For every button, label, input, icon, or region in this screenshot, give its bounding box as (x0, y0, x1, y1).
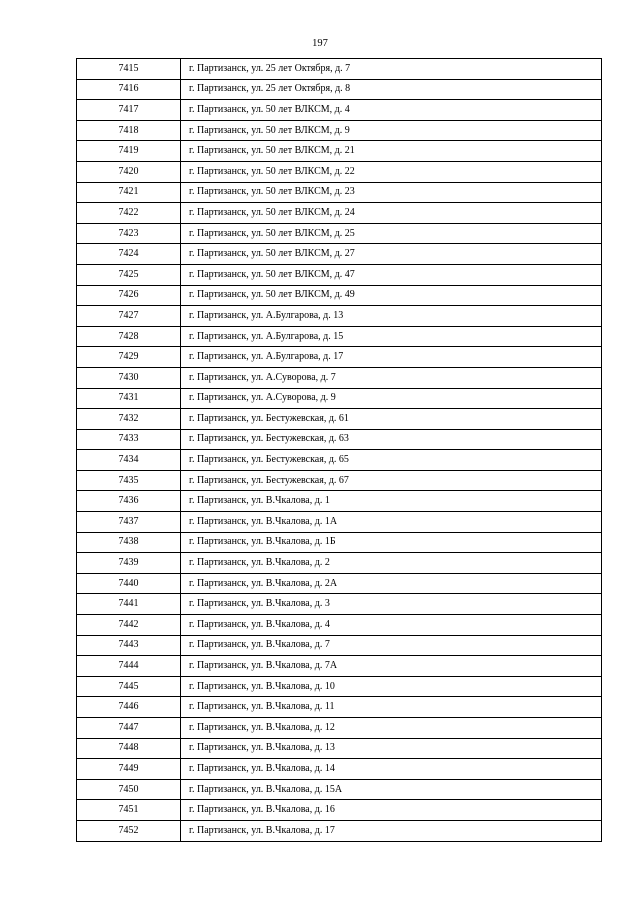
row-number-cell: 7435 (77, 470, 181, 491)
row-number-cell: 7444 (77, 656, 181, 677)
address-cell: г. Партизанск, ул. А.Булгарова, д. 15 (181, 326, 602, 347)
address-cell: г. Партизанск, ул. А.Булгарова, д. 13 (181, 306, 602, 327)
row-number-cell: 7432 (77, 409, 181, 430)
table-row (77, 450, 602, 471)
table-row (77, 120, 602, 141)
table-row (77, 223, 602, 244)
row-number-cell: 7422 (77, 203, 181, 224)
row-number-cell: 7418 (77, 120, 181, 141)
address-cell: г. Партизанск, ул. 50 лет ВЛКСМ, д. 27 (181, 244, 602, 265)
row-number-cell: 7427 (77, 306, 181, 327)
row-number-cell: 7447 (77, 718, 181, 739)
address-cell: г. Партизанск, ул. В.Чкалова, д. 17 (181, 820, 602, 841)
address-cell: г. Партизанск, ул. Бестужевская, д. 63 (181, 429, 602, 450)
row-number-cell: 7425 (77, 264, 181, 285)
table-row (77, 656, 602, 677)
address-cell: г. Партизанск, ул. В.Чкалова, д. 13 (181, 738, 602, 759)
row-number-cell: 7434 (77, 450, 181, 471)
address-cell: г. Партизанск, ул. В.Чкалова, д. 1Б (181, 532, 602, 553)
row-number-cell: 7423 (77, 223, 181, 244)
address-cell: г. Партизанск, ул. В.Чкалова, д. 7А (181, 656, 602, 677)
row-number-cell: 7424 (77, 244, 181, 265)
table-row (77, 594, 602, 615)
row-number-cell: 7450 (77, 779, 181, 800)
row-number-cell: 7446 (77, 697, 181, 718)
table-row (77, 388, 602, 409)
address-cell: г. Партизанск, ул. 50 лет ВЛКСМ, д. 49 (181, 285, 602, 306)
address-cell: г. Партизанск, ул. В.Чкалова, д. 10 (181, 676, 602, 697)
address-cell: г. Партизанск, ул. Бестужевская, д. 65 (181, 450, 602, 471)
table-row (77, 285, 602, 306)
address-cell: г. Партизанск, ул. А.Суворова, д. 7 (181, 367, 602, 388)
table-row (77, 367, 602, 388)
table-row (77, 347, 602, 368)
table-row (77, 512, 602, 533)
row-number-cell: 7440 (77, 573, 181, 594)
row-number-cell: 7436 (77, 491, 181, 512)
table-row (77, 800, 602, 821)
table-row (77, 306, 602, 327)
row-number-cell: 7433 (77, 429, 181, 450)
row-number-cell: 7430 (77, 367, 181, 388)
table-row (77, 264, 602, 285)
row-number-cell: 7441 (77, 594, 181, 615)
table-row (77, 820, 602, 841)
row-number-cell: 7449 (77, 759, 181, 780)
table-row (77, 59, 602, 80)
row-number-cell: 7452 (77, 820, 181, 841)
table-row (77, 532, 602, 553)
address-table (76, 58, 602, 842)
address-cell: г. Партизанск, ул. 50 лет ВЛКСМ, д. 4 (181, 100, 602, 121)
row-number-cell: 7431 (77, 388, 181, 409)
table-row (77, 676, 602, 697)
address-cell: г. Партизанск, ул. 50 лет ВЛКСМ, д. 25 (181, 223, 602, 244)
table-body (77, 59, 602, 842)
address-cell: г. Партизанск, ул. В.Чкалова, д. 11 (181, 697, 602, 718)
table-row (77, 203, 602, 224)
row-number-cell: 7443 (77, 635, 181, 656)
table-row (77, 615, 602, 636)
row-number-cell: 7416 (77, 79, 181, 100)
table-row (77, 141, 602, 162)
row-number-cell: 7448 (77, 738, 181, 759)
address-cell: г. Партизанск, ул. В.Чкалова, д. 3 (181, 594, 602, 615)
row-number-cell: 7421 (77, 182, 181, 203)
table-row (77, 779, 602, 800)
address-cell: г. Партизанск, ул. 50 лет ВЛКСМ, д. 23 (181, 182, 602, 203)
address-cell: г. Партизанск, ул. В.Чкалова, д. 1А (181, 512, 602, 533)
row-number-cell: 7445 (77, 676, 181, 697)
table-row (77, 718, 602, 739)
table-row (77, 409, 602, 430)
address-cell: г. Партизанск, ул. Бестужевская, д. 61 (181, 409, 602, 430)
row-number-cell: 7428 (77, 326, 181, 347)
row-number-cell: 7415 (77, 59, 181, 80)
table-row (77, 738, 602, 759)
address-cell: г. Партизанск, ул. 50 лет ВЛКСМ, д. 21 (181, 141, 602, 162)
row-number-cell: 7419 (77, 141, 181, 162)
table-row (77, 79, 602, 100)
page-number: 197 (312, 38, 328, 49)
address-cell: г. Партизанск, ул. 25 лет Октября, д. 8 (181, 79, 602, 100)
table-row (77, 759, 602, 780)
table-row (77, 244, 602, 265)
row-number-cell: 7451 (77, 800, 181, 821)
address-cell: г. Партизанск, ул. В.Чкалова, д. 12 (181, 718, 602, 739)
table-row (77, 491, 602, 512)
table-row (77, 429, 602, 450)
table-row (77, 635, 602, 656)
address-cell: г. Партизанск, ул. А.Булгарова, д. 17 (181, 347, 602, 368)
address-cell: г. Партизанск, ул. В.Чкалова, д. 14 (181, 759, 602, 780)
address-cell: г. Партизанск, ул. В.Чкалова, д. 16 (181, 800, 602, 821)
address-cell: г. Партизанск, ул. В.Чкалова, д. 15А (181, 779, 602, 800)
row-number-cell: 7437 (77, 512, 181, 533)
table-row (77, 553, 602, 574)
row-number-cell: 7417 (77, 100, 181, 121)
row-number-cell: 7439 (77, 553, 181, 574)
table-row (77, 573, 602, 594)
address-cell: г. Партизанск, ул. В.Чкалова, д. 2А (181, 573, 602, 594)
address-cell: г. Партизанск, ул. В.Чкалова, д. 7 (181, 635, 602, 656)
address-cell: г. Партизанск, ул. В.Чкалова, д. 1 (181, 491, 602, 512)
table-row (77, 100, 602, 121)
address-cell: г. Партизанск, ул. 50 лет ВЛКСМ, д. 22 (181, 161, 602, 182)
address-cell: г. Партизанск, ул. 25 лет Октября, д. 7 (181, 59, 602, 80)
row-number-cell: 7442 (77, 615, 181, 636)
address-cell: г. Партизанск, ул. А.Суворова, д. 9 (181, 388, 602, 409)
address-cell: г. Партизанск, ул. 50 лет ВЛКСМ, д. 24 (181, 203, 602, 224)
row-number-cell: 7420 (77, 161, 181, 182)
address-cell: г. Партизанск, ул. В.Чкалова, д. 4 (181, 615, 602, 636)
address-cell: г. Партизанск, ул. В.Чкалова, д. 2 (181, 553, 602, 574)
table-row (77, 697, 602, 718)
row-number-cell: 7426 (77, 285, 181, 306)
table-row (77, 326, 602, 347)
address-cell: г. Партизанск, ул. 50 лет ВЛКСМ, д. 9 (181, 120, 602, 141)
table-row (77, 161, 602, 182)
table-row (77, 470, 602, 491)
address-cell: г. Партизанск, ул. 50 лет ВЛКСМ, д. 47 (181, 264, 602, 285)
address-cell: г. Партизанск, ул. Бестужевская, д. 67 (181, 470, 602, 491)
row-number-cell: 7429 (77, 347, 181, 368)
row-number-cell: 7438 (77, 532, 181, 553)
table-row (77, 182, 602, 203)
